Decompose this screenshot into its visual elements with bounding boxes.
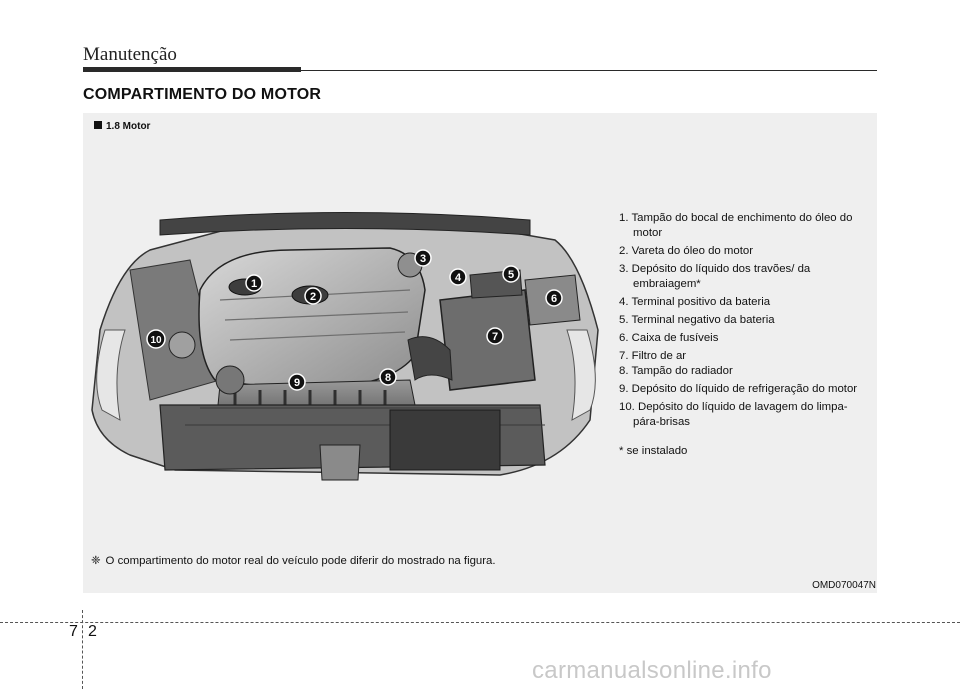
parts-legend bbox=[619, 211, 869, 459]
header-rule-thin bbox=[301, 70, 877, 71]
legend-item: 9. Depósito do líquido de refrigeração do motor bbox=[619, 383, 858, 395]
callout-8 bbox=[380, 369, 396, 385]
svg-text:6: 6 bbox=[550, 293, 558, 305]
legend-item: 5. Terminal negativo da bateria bbox=[619, 314, 775, 326]
footnote-symbol-icon: ❈ bbox=[91, 555, 101, 567]
svg-text:3: 3 bbox=[419, 253, 427, 265]
square-bullet-icon bbox=[94, 121, 102, 129]
legend-item: 4. Terminal positivo da bateria bbox=[619, 296, 771, 308]
legend-item: 2. Vareta do óleo do motor bbox=[619, 245, 754, 257]
callout-5 bbox=[503, 266, 519, 282]
page-number: 2 bbox=[88, 623, 97, 640]
header-rule-thick bbox=[83, 67, 301, 72]
svg-text:1: 1 bbox=[250, 278, 258, 290]
callout-4 bbox=[450, 269, 466, 285]
callout-7 bbox=[487, 328, 503, 344]
figure-code: OMD070047N bbox=[812, 580, 876, 591]
callout-3 bbox=[415, 250, 431, 266]
page-heading: COMPARTIMENTO DO MOTOR bbox=[83, 86, 322, 103]
section-title: Manutenção bbox=[83, 44, 177, 65]
legend-item: 6. Caixa de fusíveis bbox=[619, 332, 719, 344]
footer-divider bbox=[82, 610, 83, 689]
chapter-number: 7 bbox=[69, 623, 78, 640]
callout-6 bbox=[546, 290, 562, 306]
callout-1 bbox=[246, 275, 262, 291]
figure-footnote: ❈ O compartimento do motor real do veículo pode diferir do mostrado na figura. bbox=[91, 555, 496, 567]
engine-compartment-illustration bbox=[90, 180, 602, 525]
legend-item: 3. Depósito do líquido dos travões/ da embraiagem* bbox=[619, 263, 811, 290]
callout-9 bbox=[289, 374, 305, 390]
callout-2 bbox=[305, 288, 321, 304]
svg-text:10: 10 bbox=[150, 335, 162, 346]
asterisk-note: * se instalado bbox=[619, 445, 688, 457]
legend-item: 10. Depósito do líquido de lavagem do limpa-pára-brisas bbox=[619, 401, 848, 428]
watermark: carmanualsonline.info bbox=[532, 657, 772, 684]
svg-text:4: 4 bbox=[454, 272, 462, 284]
legend-item: 7. Filtro de ar bbox=[619, 350, 687, 362]
svg-text:8: 8 bbox=[384, 372, 392, 384]
svg-text:5: 5 bbox=[507, 269, 515, 281]
callout-10 bbox=[147, 330, 165, 348]
footer-rule bbox=[0, 622, 960, 623]
svg-text:7: 7 bbox=[491, 331, 499, 343]
svg-text:9: 9 bbox=[293, 377, 301, 389]
legend-item: 1. Tampão do bocal de enchimento do óleo do motor bbox=[619, 212, 853, 239]
legend-item: 8. Tampão do radiador bbox=[619, 365, 733, 377]
svg-text:2: 2 bbox=[309, 291, 317, 303]
figure-sub-label: 1.8 Motor bbox=[94, 121, 150, 132]
